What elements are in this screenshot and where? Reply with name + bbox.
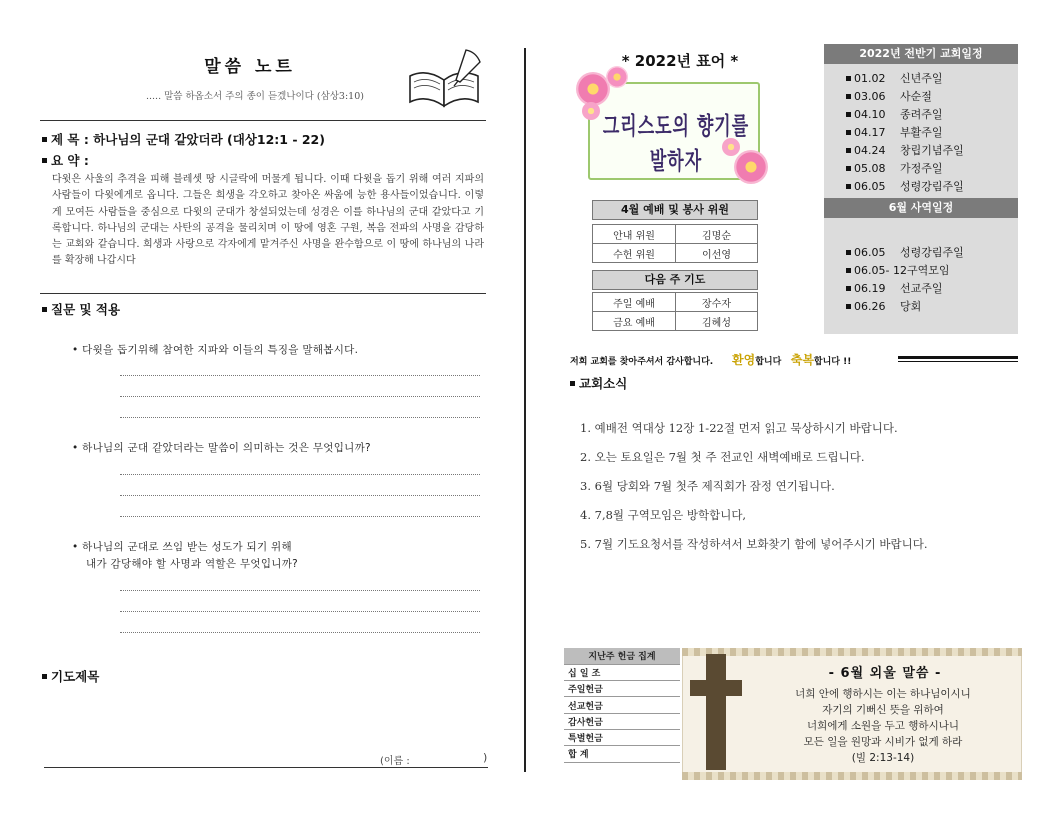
june-item: [846, 262, 949, 278]
answer-line[interactable]: [120, 516, 480, 517]
answer-line[interactable]: [120, 632, 480, 633]
schedule-event: 선교주일: [900, 282, 943, 295]
answer-line[interactable]: [120, 417, 480, 418]
answer-line[interactable]: [120, 495, 480, 496]
bullet-square-icon: [846, 148, 851, 153]
schedule-event: 당회: [900, 300, 922, 313]
next-prayer-title: 다음 주 기도: [592, 270, 758, 290]
welcome-rule: [898, 356, 1018, 359]
flower-icon: [576, 72, 610, 106]
schedule-item: [846, 88, 932, 104]
cross-icon: [690, 680, 742, 696]
answer-line[interactable]: [120, 590, 480, 591]
offering-row: 특별헌금: [564, 729, 680, 745]
news-heading: [570, 374, 627, 392]
staff-role: 안내 위원: [593, 225, 676, 244]
answer-line[interactable]: [120, 474, 480, 475]
table-row: [564, 664, 680, 680]
sermon-note-page: [0, 0, 520, 816]
name-underline[interactable]: [44, 767, 488, 768]
prayer-heading: [42, 667, 99, 685]
schedule-event: 성령강림주일: [900, 180, 964, 193]
schedule-event: 종려주일: [900, 108, 943, 121]
schedule-date: 06.05: [854, 180, 886, 193]
schedule-date: 04.17: [854, 126, 886, 139]
schedule-item: [846, 70, 943, 86]
june-schedule-title: 6월 사역일정: [824, 198, 1018, 218]
schedule-date: 06.05: [854, 264, 886, 277]
blessing-word: 축복: [790, 353, 814, 367]
verse-line: 너희에게 소원을 두고 행하시나니: [806, 720, 959, 732]
june-item: [846, 298, 921, 314]
welcome-suffix: 합니다: [755, 357, 782, 367]
table-row: [564, 697, 680, 713]
offering-table: [564, 648, 680, 763]
notebook-title: 말씀 노트: [204, 57, 296, 77]
table-row: [593, 244, 758, 263]
verse-title: - 6월 외울 말씀 -: [828, 666, 942, 681]
prayer-role: 주일 예배: [593, 293, 676, 312]
question-2: • 하나님의 군대 같았더라는 말씀이 의미하는 것은 무엇입니까?: [72, 442, 371, 454]
header-divider: [40, 120, 486, 121]
bullet-square-icon: [846, 286, 851, 291]
answer-line[interactable]: [120, 611, 480, 612]
verse-line: 모든 일을 원망과 시비가 없게 하라: [803, 736, 963, 748]
bullet-square-icon: [42, 137, 47, 142]
question-3-continued: 내가 감당해야 할 사명과 역할은 무엇입니까?: [86, 558, 299, 570]
bullet-square-icon: [846, 304, 851, 309]
sermon-title-row: [42, 130, 325, 148]
offering-row: 선교헌금: [564, 697, 680, 713]
summary-heading: [42, 151, 89, 169]
offering-row: 합 계: [564, 746, 680, 762]
bullet-square-icon: [846, 184, 851, 189]
schedule-event: 가정주일: [900, 162, 943, 175]
motto-text: 그리스도의 향기를 발하자: [602, 113, 750, 176]
schedule-event: 성령강림주일: [900, 246, 964, 259]
offering-row: 감사헌금: [564, 713, 680, 729]
ornament-border: [682, 772, 1022, 780]
bullet-square-icon: [42, 307, 47, 312]
welcome-rule: [898, 361, 1018, 362]
june-item: [846, 244, 964, 260]
answer-line[interactable]: [120, 375, 480, 376]
bullet-square-icon: [846, 268, 851, 273]
table-row: [564, 648, 680, 664]
schedule-item: [846, 124, 943, 140]
schedule-date: 03.06: [854, 90, 886, 103]
bullet-square-icon: [846, 76, 851, 81]
table-row: [564, 746, 680, 762]
table-row: [593, 312, 758, 331]
answer-line[interactable]: [120, 396, 480, 397]
motto-title: * 2022년 표어 *: [621, 52, 739, 70]
table-row: [593, 293, 758, 312]
welcome-thanks: 저희 교회를 찾아주셔서 감사합니다.: [570, 357, 714, 367]
welcome-message: [570, 351, 851, 368]
cross-icon: [706, 654, 726, 770]
prayer-name: 김혜성: [676, 312, 758, 331]
schedule-date: 06.19: [854, 282, 886, 295]
prayer-name: 장수자: [676, 293, 758, 312]
prayer-label: 기도제목: [51, 669, 100, 684]
summary-label: 요 약 :: [51, 153, 89, 168]
question-1: • 다윗을 돕기위해 참여한 지파와 이들의 특징을 말해봅시다.: [72, 344, 359, 356]
schedule-item: [846, 160, 943, 176]
page-divider: [524, 48, 526, 772]
table-row: [564, 729, 680, 745]
schedule-event: 사순절: [900, 90, 932, 103]
news-list: [580, 420, 1020, 565]
bullet-square-icon: [846, 94, 851, 99]
notebook-subtitle: ..... 말씀 하옵소서 주의 종이 듣겠나이다 (삼상3:10): [146, 91, 364, 102]
schedule-date: 04.24: [854, 144, 886, 157]
staff-role: 수헌 위원: [593, 244, 676, 263]
open-book-icon: [404, 46, 488, 112]
questions-label: 질문 및 적용: [51, 302, 121, 317]
schedule-date: 06.05: [854, 246, 886, 259]
blessing-suffix: 합니다 !!: [813, 357, 852, 367]
schedule-event: 신년주일: [900, 72, 943, 85]
verse-reference: (빌 2:13-14): [851, 752, 915, 764]
next-prayer-table: [592, 292, 758, 331]
bullet-square-icon: [846, 250, 851, 255]
schedule-date: 05.08: [854, 162, 886, 175]
bullet-square-icon: [846, 166, 851, 171]
offering-title: 지난주 헌금 집계: [564, 648, 680, 664]
schedule-date: 01.02: [854, 72, 886, 85]
schedule-event: 부활주일: [900, 126, 943, 139]
april-staff-title: 4월 예배 및 봉사 위원: [592, 200, 758, 220]
news-item: 4. 7,8월 구역모임은 방학합니다,: [580, 508, 747, 522]
summary-divider: [40, 293, 486, 294]
verse-line: 자기의 기뻐신 뜻을 위하여: [822, 704, 944, 716]
bullet-square-icon: [846, 112, 851, 117]
table-row: [564, 681, 680, 697]
summary-text: 다윗은 사울의 추격을 피해 블레셋 땅 시글락에 머물게 됩니다. 이때 다윗을 돕기 위해 여러 지파의 사람들이 다윗에게로 옵니다. 그들은 희생을 각오하고 찾아온 싸움에 능한 용사들이었습니다. 이렇게 모여든 사람들을 중심으로 다윗의 군대가 창설되었는데 성경은 이를 하나님의 군대 같았다고 기록합니다. 하나님의 군대는 사탄의 공격을 물리치며 이 땅에 영혼 구원, 복음 전파의 사명을 감당하는 교회와 같습니다. 희생과 사랑으로 각자에게 맡겨주신 사명을 완수함으로 이 땅에 하나님의 나라를 확장해 나갑시다: [52, 174, 484, 267]
table-row: [564, 713, 680, 729]
june-item: [846, 280, 943, 296]
bullet-square-icon: [570, 381, 575, 386]
name-close-paren: ): [483, 751, 488, 764]
table-row: [593, 225, 758, 244]
schedule-date: 06.26: [854, 300, 886, 313]
bullet-square-icon: [846, 130, 851, 135]
verse-line: 너희 안에 행하시는 이는 하나님이시니: [795, 688, 971, 700]
name-label: (이름 :: [380, 756, 410, 767]
prayer-role: 금요 예배: [593, 312, 676, 331]
sermon-title: 제 목 : 하나님의 군대 같았더라 (대상12:1 - 22): [51, 132, 325, 147]
schedule-title: 2022년 전반기 교회일정: [824, 44, 1018, 64]
schedule-item: [846, 178, 964, 194]
news-item: 2. 오는 토요일은 7월 첫 주 전교인 새벽예배로 드립니다.: [580, 450, 865, 464]
news-label: 교회소식: [579, 376, 628, 391]
bullet-square-icon: [42, 674, 47, 679]
schedule-event: - 12구역모임: [885, 264, 950, 277]
staff-name: 이선영: [676, 244, 758, 263]
news-item: 1. 예배전 역대상 12장 1-22절 먼저 읽고 묵상하시기 바랍니다.: [580, 421, 898, 435]
april-staff-table: [592, 224, 758, 263]
question-3: • 하나님의 군대로 쓰임 받는 성도가 되기 위해: [72, 541, 292, 553]
news-item: 3. 6월 당회와 7월 첫주 제직회가 잠정 연기됩니다.: [580, 479, 835, 493]
schedule-date: 04.10: [854, 108, 886, 121]
news-item: 5. 7월 기도요청서를 작성하셔서 보화찾기 함에 넣어주시기 바랍니다.: [580, 537, 928, 551]
welcome-word: 환영: [732, 353, 756, 367]
questions-heading: [42, 300, 120, 318]
ornament-border: [682, 648, 1022, 656]
schedule-item: [846, 106, 943, 122]
offering-row: 십 일 조: [564, 664, 680, 680]
schedule-item: [846, 142, 964, 158]
offering-row: 주일헌금: [564, 681, 680, 697]
schedule-event: 창립기념주일: [900, 144, 964, 157]
bullet-square-icon: [42, 158, 47, 163]
flower-icon: [606, 66, 628, 88]
staff-name: 김명순: [676, 225, 758, 244]
